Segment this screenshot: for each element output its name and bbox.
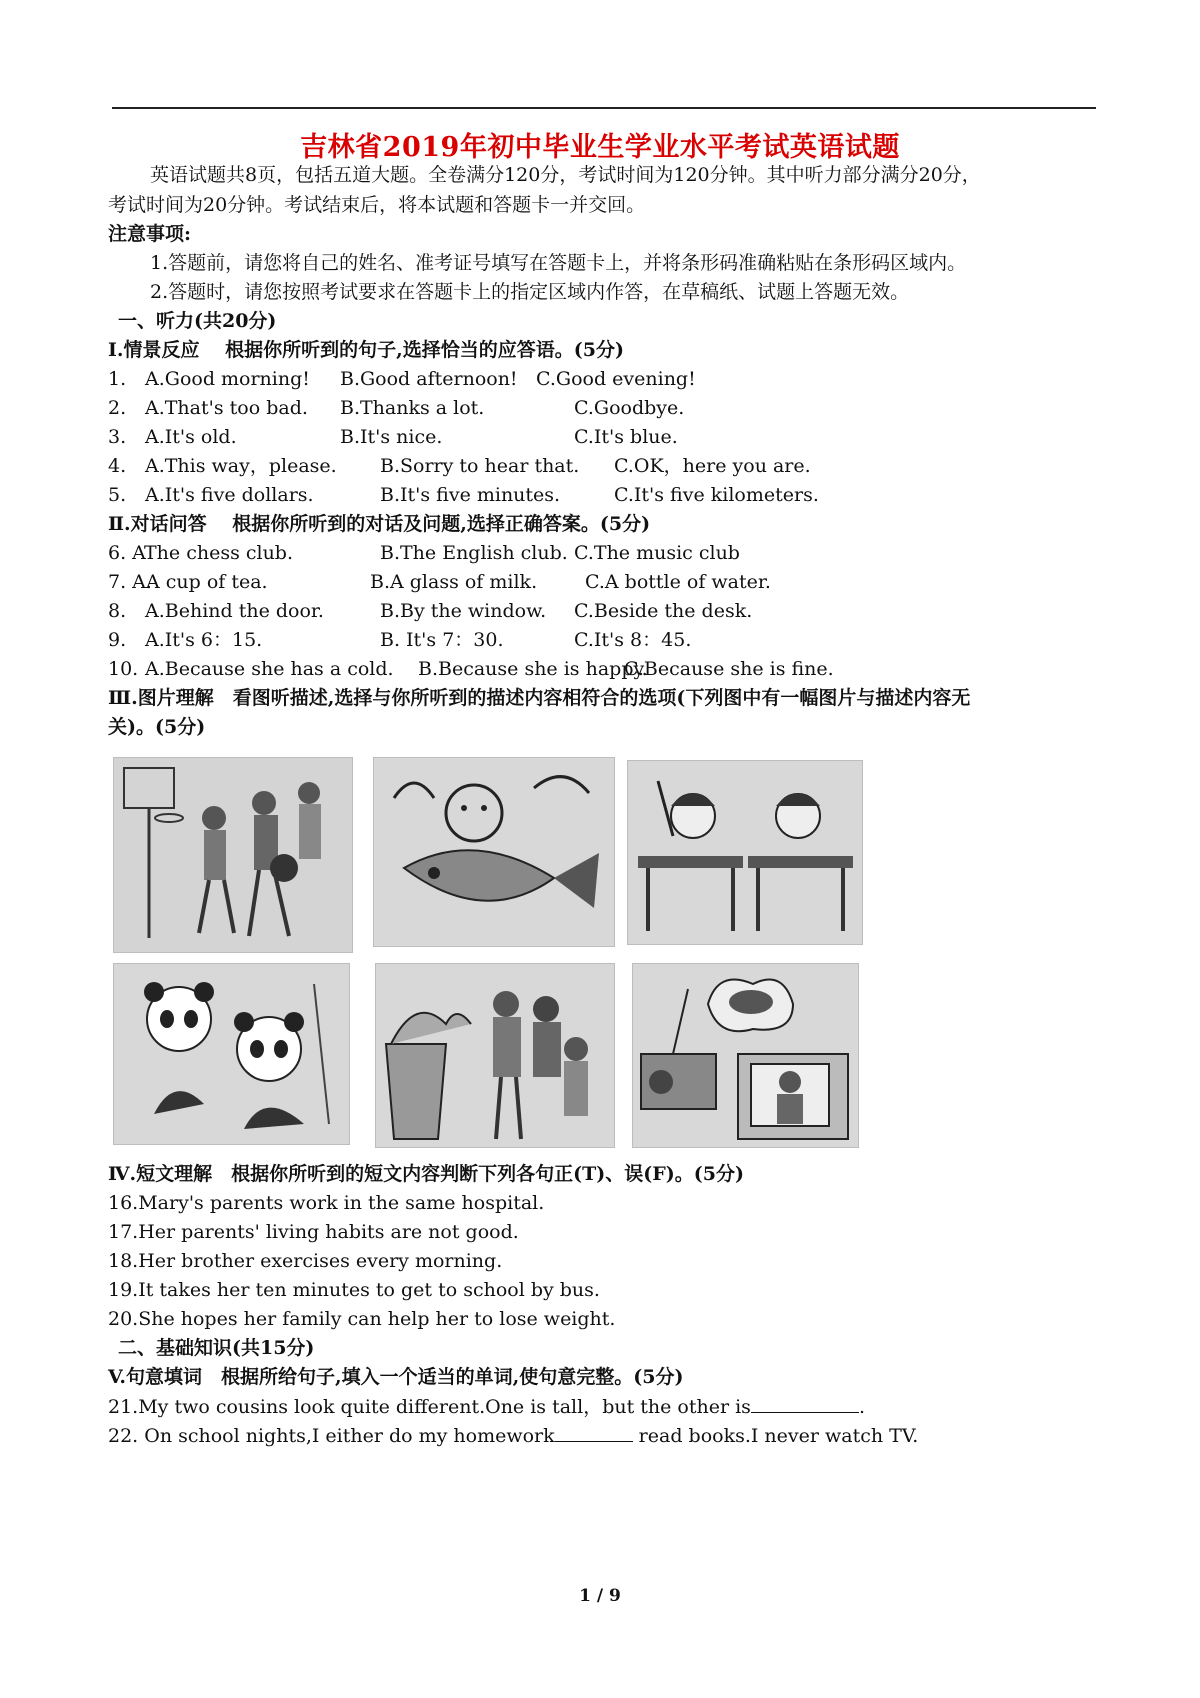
option-a: A.It's five dollars. [145,484,314,506]
picture-students-reading [627,760,863,945]
option-a: A cup of tea. [146,571,268,593]
section4-heading: Ⅳ.短文理解 根据你所听到的短文内容判断下列各句正(T)、误(F)。(5分) [108,1163,744,1185]
notice-item-1: 1.答题前，请您将自己的姓名、准考证号填写在答题卡上，并将条形码准确粘贴在条形码区域内。 [150,252,967,274]
option-a: The chess club. [144,542,294,564]
option-c: C.Good evening! [536,368,696,390]
page-title: 吉林省2019年初中毕业生学业水平考试英语试题 [300,132,900,163]
part2-heading: 二、基础知识(共15分) [118,1337,315,1359]
option-c: C.It's five kilometers. [614,484,819,506]
option-c: C.The music club [574,542,740,564]
statement-19: 19.It takes her ten minutes to get to school by bus. [108,1279,600,1301]
option-c: C.Beside the desk. [574,600,753,622]
question-number: 10. [108,658,139,680]
picture-basketball [113,757,353,953]
option-b: B.It's five minutes. [380,484,561,506]
option-b: B. It's 7：30. [380,629,504,651]
option-c: C.Goodbye. [574,397,685,419]
question-number: 1. [108,368,127,390]
option-a: A.Good morning! [145,368,310,390]
question-21-text: 21.My two cousins look quite different.One is tall，but the other is [108,1396,751,1418]
paper-cut-illustration [374,758,614,946]
question-number: 6. A [108,542,146,564]
option-c: C.OK，here you are. [614,455,811,477]
basketball-illustration [114,758,352,952]
question-number: 3. [108,426,127,448]
part1-heading: 一、听力(共20分) [118,310,277,332]
trash-illustration [376,964,614,1147]
question-number: 5. [108,484,127,506]
option-a: A.That's too bad. [145,397,308,419]
answer-blank-21[interactable] [751,1394,859,1413]
section3-heading-line-1: Ⅲ.图片理解 看图听描述,选择与你所听到的描述内容相符合的选项(下列图中有一幅图片与描述内容无 [108,687,971,709]
section5-heading: V.句意填词 根据所给句子,填入一个适当的单词,使句意完整。(5分) [108,1366,684,1388]
option-c: C.A bottle of water. [585,571,771,593]
option-b: B.The English club. [380,542,568,564]
pandas-illustration [114,964,349,1144]
question-number: 8. [108,600,127,622]
header-rule [112,107,1096,109]
intro-line-2: 考试时间为20分钟。考试结束后，将本试题和答题卡一并交回。 [108,194,646,216]
statement-16: 16.Mary's parents work in the same hospital. [108,1192,545,1214]
option-c: C.It's 8：45. [574,629,692,651]
question-21-end: . [858,1396,865,1418]
question-number: 4. [108,455,127,477]
option-a: A.Because she has a cold. [145,658,394,680]
option-b: B.Sorry to hear that. [380,455,580,477]
option-b: B.A glass of milk. [370,571,538,593]
weather-illustration [633,964,858,1147]
option-a: A.It's old. [145,426,237,448]
section3-heading-line-2: 关)。(5分) [108,716,206,738]
option-a: A.This way，please. [145,455,337,477]
question-22 [108,1423,918,1448]
option-b: B.Thanks a lot. [340,397,485,419]
question-number: 9. [108,629,127,651]
option-a: A.It's 6：15. [145,629,263,651]
picture-people-trash-bin [375,963,615,1148]
option-c: C.It's blue. [574,426,678,448]
statement-20: 20.She hopes her family can help her to lose weight. [108,1308,616,1330]
question-21 [108,1394,865,1419]
section1-heading: Ⅰ.情景反应 根据你所听到的句子,选择恰当的应答语。(5分) [108,339,624,361]
notice-heading: 注意事项: [108,223,192,245]
question-22-end: read books.I never watch TV. [632,1425,919,1447]
answer-blank-22[interactable] [555,1423,633,1442]
students-illustration [628,761,862,944]
question-number: 7. A. [108,571,152,593]
picture-pandas [113,963,350,1145]
option-c: C.Because she is fine. [624,658,834,680]
picture-radio-tv-weather [632,963,859,1148]
statement-18: 18.Her brother exercises every morning. [108,1250,503,1272]
picture-paper-cut-boy-fish [373,757,615,947]
option-b: B.By the window. [380,600,547,622]
option-b: B.It's nice. [340,426,443,448]
question-number: 2. [108,397,127,419]
intro-line-1: 英语试题共8页，包括五道大题。全卷满分120分，考试时间为120分钟。其中听力部分满分20分， [150,164,981,186]
option-a: A.Behind the door. [145,600,324,622]
page-number: 1 / 9 [579,1586,621,1606]
section2-heading: Ⅱ.对话问答 根据你所听到的对话及问题,选择正确答案。(5分) [108,513,651,535]
statement-17: 17.Her parents' living habits are not good. [108,1221,519,1243]
option-b: B.Because she is happy. [418,658,648,680]
question-22-text: 22. On school nights,I either do my homework [108,1425,555,1447]
option-b: B.Good afternoon! [340,368,518,390]
notice-item-2: 2.答题时，请您按照考试要求在答题卡上的指定区域内作答，在草稿纸、试题上答题无效。 [150,281,910,303]
